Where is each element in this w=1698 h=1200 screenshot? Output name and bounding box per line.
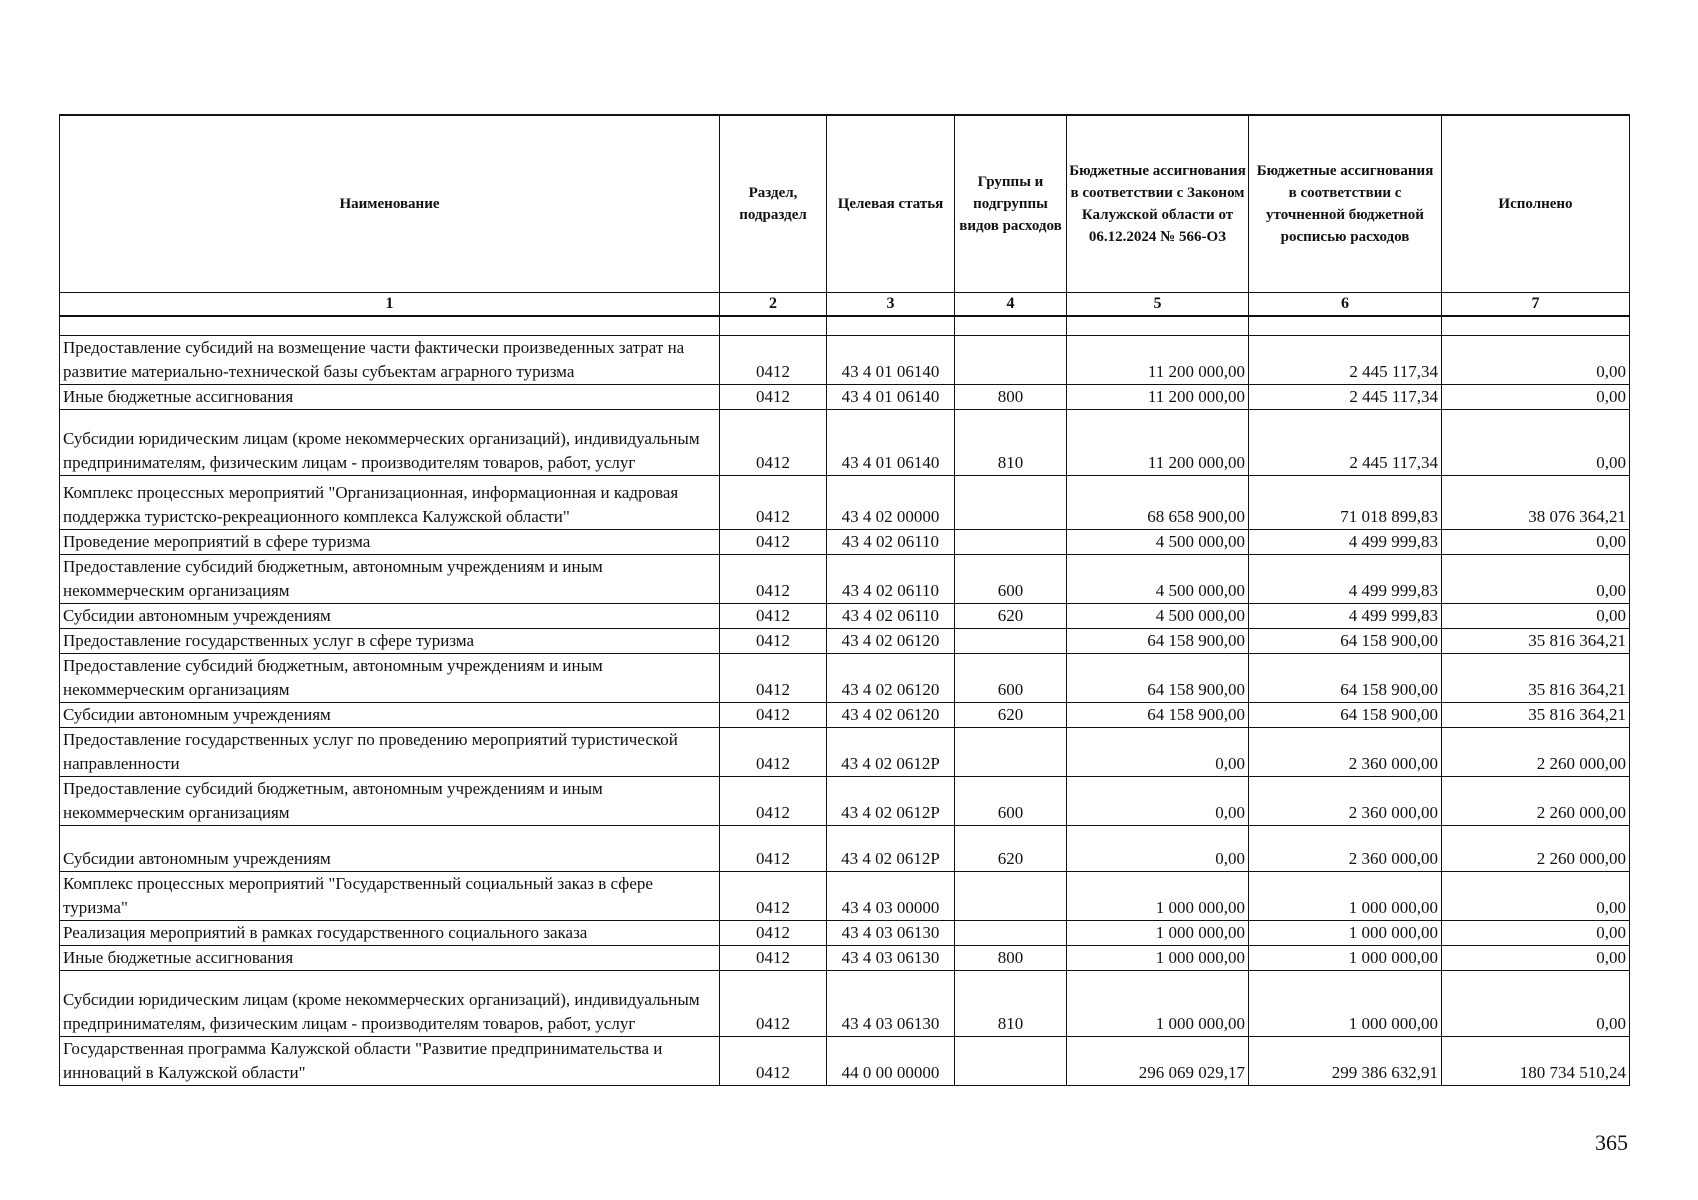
row-law-budget: 1 000 000,00	[1067, 872, 1249, 921]
row-executed: 0,00	[1442, 946, 1630, 971]
col-number: 5	[1067, 293, 1249, 317]
row-target-article: 43 4 02 06120	[827, 654, 955, 703]
row-law-budget: 4 500 000,00	[1067, 530, 1249, 555]
row-law-budget: 296 069 029,17	[1067, 1037, 1249, 1086]
row-name: Предоставление субсидий бюджетным, автономным учреждениям и иным некоммерческим организациям	[60, 777, 720, 826]
row-expense-group: 810	[955, 971, 1067, 1037]
row-expense-group	[955, 872, 1067, 921]
row-target-article: 43 4 03 06130	[827, 971, 955, 1037]
row-refined-budget: 1 000 000,00	[1249, 946, 1442, 971]
row-refined-budget: 4 499 999,83	[1249, 530, 1442, 555]
row-section: 0412	[720, 555, 827, 604]
row-expense-group	[955, 476, 1067, 530]
row-law-budget: 11 200 000,00	[1067, 385, 1249, 410]
table-row	[60, 872, 1630, 921]
row-executed: 35 816 364,21	[1442, 654, 1630, 703]
table-row	[60, 971, 1630, 1037]
spacer-row	[60, 316, 1630, 336]
row-target-article: 43 4 02 06120	[827, 629, 955, 654]
row-target-article: 43 4 03 06130	[827, 921, 955, 946]
row-name: Иные бюджетные ассигнования	[60, 385, 720, 410]
row-executed: 2 260 000,00	[1442, 826, 1630, 872]
row-target-article: 43 4 02 06110	[827, 555, 955, 604]
row-expense-group	[955, 1037, 1067, 1086]
row-refined-budget: 64 158 900,00	[1249, 629, 1442, 654]
row-refined-budget: 1 000 000,00	[1249, 971, 1442, 1037]
table-row	[60, 654, 1630, 703]
table-row	[60, 476, 1630, 530]
row-expense-group: 600	[955, 654, 1067, 703]
row-law-budget: 11 200 000,00	[1067, 336, 1249, 385]
row-refined-budget: 71 018 899,83	[1249, 476, 1442, 530]
row-law-budget: 11 200 000,00	[1067, 410, 1249, 476]
table-row	[60, 703, 1630, 728]
row-name: Реализация мероприятий в рамках государственного социального заказа	[60, 921, 720, 946]
table-row	[60, 921, 1630, 946]
row-section: 0412	[720, 476, 827, 530]
table-row	[60, 555, 1630, 604]
row-refined-budget: 2 360 000,00	[1249, 728, 1442, 777]
col-header-refined-budget: Бюджетные ассигнования в соответствии с уточненной бюджетной росписью расходов	[1249, 115, 1442, 293]
row-target-article: 43 4 02 0612Р	[827, 777, 955, 826]
row-name: Проведение мероприятий в сфере туризма	[60, 530, 720, 555]
row-expense-group	[955, 921, 1067, 946]
row-target-article: 43 4 02 0612Р	[827, 826, 955, 872]
row-name: Субсидии юридическим лицам (кроме некоммерческих организаций), индивидуальным предпринимателям, физическим лицам - производителям товаров, работ, услуг	[60, 410, 720, 476]
budget-table-sheet	[59, 114, 1629, 1086]
row-refined-budget: 299 386 632,91	[1249, 1037, 1442, 1086]
row-refined-budget: 2 445 117,34	[1249, 410, 1442, 476]
row-section: 0412	[720, 336, 827, 385]
row-name: Субсидии автономным учреждениям	[60, 604, 720, 629]
row-executed: 35 816 364,21	[1442, 703, 1630, 728]
col-number: 3	[827, 293, 955, 317]
row-name: Субсидии юридическим лицам (кроме некоммерческих организаций), индивидуальным предпринимателям, физическим лицам - производителям товаров, работ, услуг	[60, 971, 720, 1037]
row-law-budget: 4 500 000,00	[1067, 555, 1249, 604]
row-expense-group: 800	[955, 946, 1067, 971]
row-section: 0412	[720, 703, 827, 728]
col-header-section: Раздел, подраздел	[720, 115, 827, 293]
col-header-executed: Исполнено	[1442, 115, 1630, 293]
table-row	[60, 385, 1630, 410]
row-target-article: 43 4 01 06140	[827, 410, 955, 476]
row-section: 0412	[720, 629, 827, 654]
row-refined-budget: 64 158 900,00	[1249, 703, 1442, 728]
row-target-article: 43 4 02 06110	[827, 530, 955, 555]
row-expense-group: 620	[955, 826, 1067, 872]
row-law-budget: 68 658 900,00	[1067, 476, 1249, 530]
row-section: 0412	[720, 921, 827, 946]
row-section: 0412	[720, 971, 827, 1037]
row-name: Комплекс процессных мероприятий "Организационная, информационная и кадровая поддержка туристско-рекреационного комплекса Калужской области"	[60, 476, 720, 530]
row-name: Предоставление государственных услуг по проведению мероприятий туристической направленности	[60, 728, 720, 777]
col-header-name: Наименование	[60, 115, 720, 293]
row-refined-budget: 1 000 000,00	[1249, 872, 1442, 921]
row-executed: 35 816 364,21	[1442, 629, 1630, 654]
row-section: 0412	[720, 604, 827, 629]
column-number-row	[60, 293, 1630, 317]
col-number: 2	[720, 293, 827, 317]
row-law-budget: 1 000 000,00	[1067, 921, 1249, 946]
row-executed: 38 076 364,21	[1442, 476, 1630, 530]
row-name: Субсидии автономным учреждениям	[60, 826, 720, 872]
row-law-budget: 4 500 000,00	[1067, 604, 1249, 629]
table-row	[60, 336, 1630, 385]
row-executed: 2 260 000,00	[1442, 777, 1630, 826]
row-name: Предоставление субсидий бюджетным, автономным учреждениям и иным некоммерческим организациям	[60, 555, 720, 604]
row-target-article: 43 4 01 06140	[827, 385, 955, 410]
row-executed: 0,00	[1442, 410, 1630, 476]
row-target-article: 43 4 03 00000	[827, 872, 955, 921]
row-law-budget: 0,00	[1067, 728, 1249, 777]
table-row	[60, 826, 1630, 872]
row-expense-group: 800	[955, 385, 1067, 410]
row-executed: 0,00	[1442, 385, 1630, 410]
row-name: Предоставление субсидий на возмещение части фактически произведенных затрат на развитие материально-технической базы субъектам аграрного туризма	[60, 336, 720, 385]
row-target-article: 43 4 02 00000	[827, 476, 955, 530]
row-refined-budget: 2 445 117,34	[1249, 385, 1442, 410]
row-target-article: 43 4 01 06140	[827, 336, 955, 385]
table-row	[60, 629, 1630, 654]
row-executed: 0,00	[1442, 921, 1630, 946]
row-section: 0412	[720, 872, 827, 921]
row-refined-budget: 2 360 000,00	[1249, 777, 1442, 826]
row-executed: 180 734 510,24	[1442, 1037, 1630, 1086]
row-expense-group: 600	[955, 777, 1067, 826]
row-target-article: 44 0 00 00000	[827, 1037, 955, 1086]
col-number: 6	[1249, 293, 1442, 317]
row-section: 0412	[720, 654, 827, 703]
col-number: 7	[1442, 293, 1630, 317]
row-expense-group: 810	[955, 410, 1067, 476]
table-row	[60, 1037, 1630, 1086]
table-row	[60, 777, 1630, 826]
col-header-groups: Группы и подгруппы видов расходов	[955, 115, 1067, 293]
row-expense-group	[955, 728, 1067, 777]
row-name: Предоставление субсидий бюджетным, автономным учреждениям и иным некоммерческим организациям	[60, 654, 720, 703]
row-executed: 0,00	[1442, 872, 1630, 921]
row-section: 0412	[720, 1037, 827, 1086]
row-name: Государственная программа Калужской области "Развитие предпринимательства и инноваций в Калужской области"	[60, 1037, 720, 1086]
row-expense-group: 600	[955, 555, 1067, 604]
row-name: Предоставление государственных услуг в сфере туризма	[60, 629, 720, 654]
row-name: Субсидии автономным учреждениям	[60, 703, 720, 728]
table-row	[60, 410, 1630, 476]
header-row	[60, 115, 1630, 293]
row-expense-group	[955, 629, 1067, 654]
row-executed: 0,00	[1442, 336, 1630, 385]
col-number: 4	[955, 293, 1067, 317]
row-law-budget: 0,00	[1067, 826, 1249, 872]
row-section: 0412	[720, 728, 827, 777]
row-expense-group	[955, 336, 1067, 385]
row-expense-group	[955, 530, 1067, 555]
row-refined-budget: 2 445 117,34	[1249, 336, 1442, 385]
row-target-article: 43 4 03 06130	[827, 946, 955, 971]
row-refined-budget: 4 499 999,83	[1249, 604, 1442, 629]
col-number: 1	[60, 293, 720, 317]
row-name: Комплекс процессных мероприятий "Государственный социальный заказ в сфере туризма"	[60, 872, 720, 921]
row-name: Иные бюджетные ассигнования	[60, 946, 720, 971]
col-header-law-budget: Бюджетные ассигнования в соответствии с Законом Калужской области от 06.12.2024 № 566-ОЗ	[1067, 115, 1249, 293]
table-row	[60, 946, 1630, 971]
row-executed: 2 260 000,00	[1442, 728, 1630, 777]
row-section: 0412	[720, 826, 827, 872]
row-law-budget: 64 158 900,00	[1067, 703, 1249, 728]
row-law-budget: 0,00	[1067, 777, 1249, 826]
row-expense-group: 620	[955, 604, 1067, 629]
table-row	[60, 728, 1630, 777]
row-section: 0412	[720, 530, 827, 555]
row-target-article: 43 4 02 06120	[827, 703, 955, 728]
row-executed: 0,00	[1442, 530, 1630, 555]
row-target-article: 43 4 02 0612Р	[827, 728, 955, 777]
row-section: 0412	[720, 777, 827, 826]
row-executed: 0,00	[1442, 971, 1630, 1037]
row-section: 0412	[720, 946, 827, 971]
row-refined-budget: 64 158 900,00	[1249, 654, 1442, 703]
row-target-article: 43 4 02 06110	[827, 604, 955, 629]
budget-table	[59, 114, 1630, 1086]
col-header-target: Целевая статья	[827, 115, 955, 293]
row-section: 0412	[720, 410, 827, 476]
table-body	[60, 316, 1630, 1086]
row-executed: 0,00	[1442, 555, 1630, 604]
row-section: 0412	[720, 385, 827, 410]
row-refined-budget: 1 000 000,00	[1249, 921, 1442, 946]
table-row	[60, 604, 1630, 629]
row-executed: 0,00	[1442, 604, 1630, 629]
row-law-budget: 1 000 000,00	[1067, 971, 1249, 1037]
page-number: 365	[1595, 1130, 1628, 1155]
table-row	[60, 530, 1630, 555]
row-refined-budget: 4 499 999,83	[1249, 555, 1442, 604]
row-refined-budget: 2 360 000,00	[1249, 826, 1442, 872]
row-law-budget: 64 158 900,00	[1067, 629, 1249, 654]
row-expense-group: 620	[955, 703, 1067, 728]
row-law-budget: 64 158 900,00	[1067, 654, 1249, 703]
row-law-budget: 1 000 000,00	[1067, 946, 1249, 971]
